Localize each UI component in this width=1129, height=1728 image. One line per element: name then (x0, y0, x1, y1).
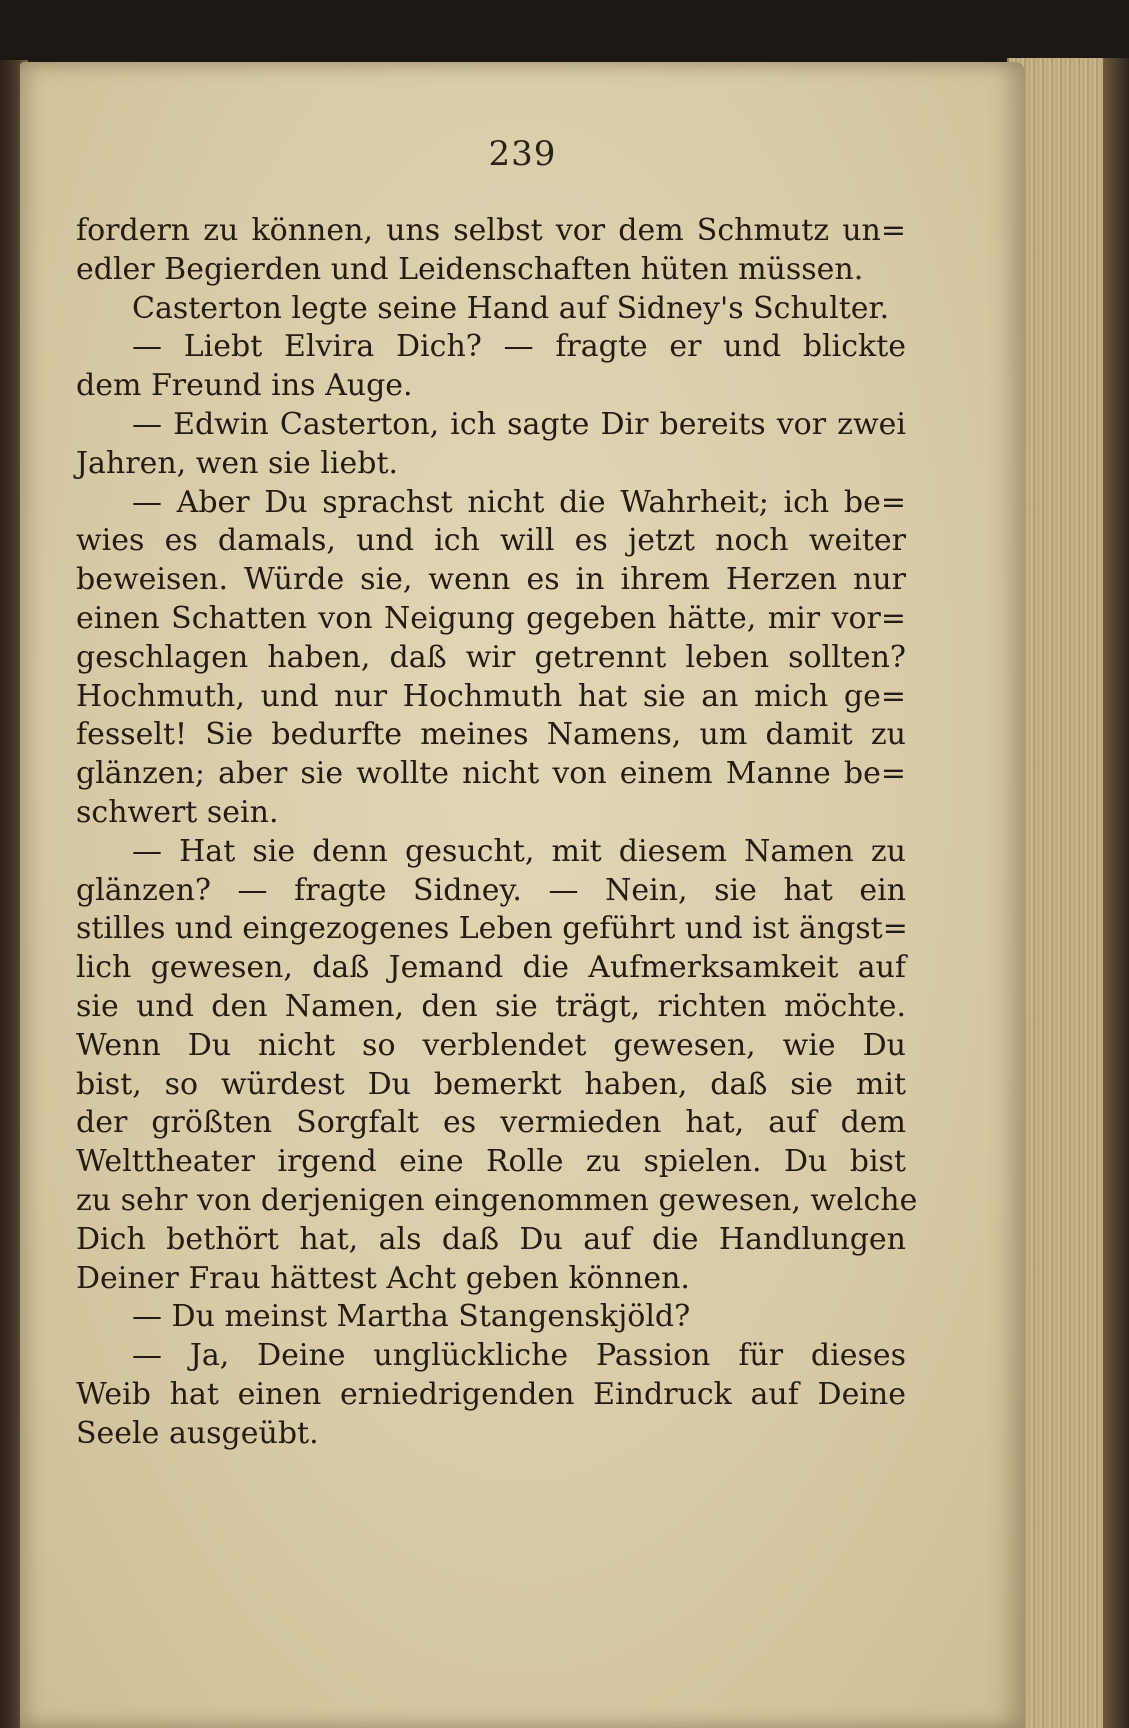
text-line: stilles und eingezogenes Leben geführt und ist ängst= (76, 911, 908, 947)
text-line: Wenn Du nicht so verblendet gewesen, wie Du (76, 1027, 906, 1063)
text-line: der größten Sorgfalt es vermieden hat, auf dem (76, 1105, 906, 1141)
text-line: schwert sein. (76, 794, 279, 830)
text-line: Casterton legte seine Hand auf Sidney's Schulter. (132, 290, 890, 326)
text-line: Welttheater irgend eine Rolle zu spielen. Du bist (76, 1144, 906, 1180)
text-line: Hochmuth, und nur Hochmuth hat sie an mich ge= (76, 678, 906, 714)
text-line: einen Schatten von Neigung gegeben hätte, mir vor= (76, 600, 906, 636)
text-line: zu sehr von derjenigen eingenommen gewesen, welche (76, 1182, 918, 1218)
text-line: dem Freund ins Auge. (76, 368, 413, 404)
text-line: — Ja, Deine unglückliche Passion für dieses (132, 1338, 906, 1374)
body-text (76, 212, 918, 1454)
text-line: fordern zu können, uns selbst vor dem Schmutz un= (76, 213, 906, 248)
book-page (20, 62, 1025, 1728)
text-line: Jahren, wen sie liebt. (76, 445, 399, 481)
text-line: geschlagen haben, daß wir getrennt leben sollten? (76, 639, 906, 675)
text-line: Deiner Frau hättest Acht geben können. (76, 1260, 690, 1296)
page-number: 239 (488, 134, 557, 174)
text-line: sie und den Namen, den sie trägt, richten möchte. (76, 988, 906, 1024)
text-line: glänzen? — fragte Sidney. — Nein, sie hat ein (76, 872, 906, 908)
text-line: wies es damals, und ich will es jetzt noch weiter (76, 523, 906, 559)
text-line: glänzen; aber sie wollte nicht von einem Manne be= (76, 756, 906, 792)
text-line: — Edwin Casterton, ich sagte Dir bereits vor zwei (132, 406, 906, 442)
text-line: Weib hat einen erniedrigenden Eindruck auf Deine (76, 1376, 906, 1412)
text-line: fesselt! Sie bedurfte meines Namens, um damit zu (76, 717, 906, 753)
text-line: — Aber Du sprachst nicht die Wahrheit; ich be= (132, 484, 906, 520)
text-line: — Hat sie denn gesucht, mit diesem Namen zu (132, 833, 906, 869)
text-line: — Du meinst Martha Stangenskjöld? (132, 1299, 691, 1335)
text-line: Seele ausgeübt. (76, 1415, 319, 1451)
text-line: bist, so würdest Du bemerkt haben, daß sie mit (76, 1066, 906, 1102)
text-line: Dich bethört hat, als daß Du auf die Handlungen (76, 1221, 906, 1257)
text-line: lich gewesen, daß Jemand die Aufmerksamkeit auf (76, 950, 906, 986)
text-line: beweisen. Würde sie, wenn es in ihrem Herzen nur (76, 562, 906, 598)
text-line: edler Begierden und Leidenschaften hüten müssen. (76, 251, 864, 287)
page-edges (1007, 58, 1129, 1728)
text-line: — Liebt Elvira Dich? — fragte er und blickte (132, 329, 906, 365)
